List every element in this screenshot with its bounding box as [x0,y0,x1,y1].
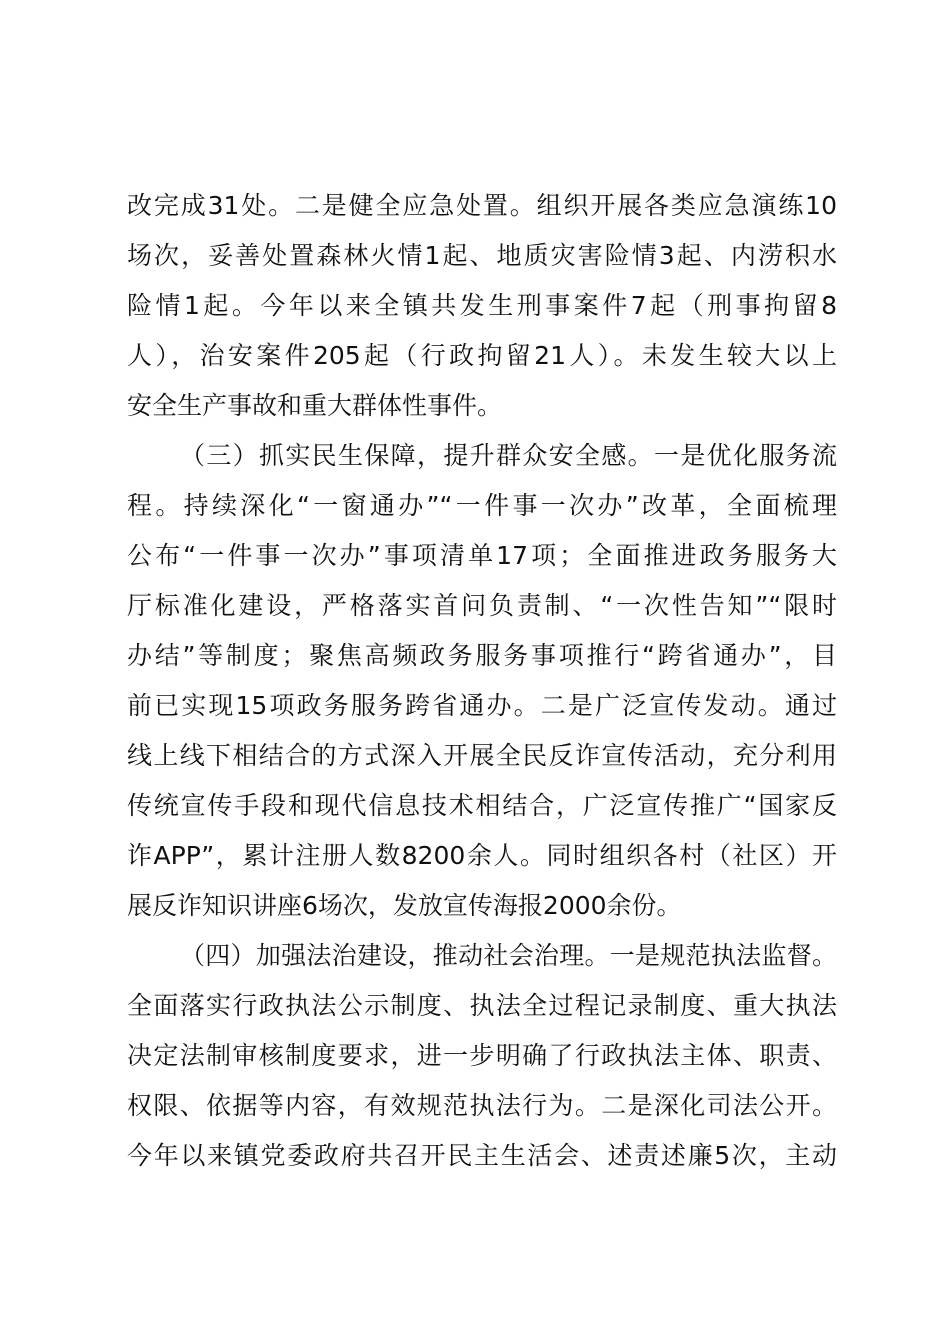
text-line: 今年以来镇党委政府共召开民主生活会、述责述廉5次，主动 [127,1141,837,1170]
paragraph-heading-line: （三）抓实民生保障，提升群众安全感。一是优化服务流 [180,441,837,470]
text-line: 改完成31处。二是健全应急处置。组织开展各类应急演练10 [127,191,837,220]
text-line: 场次，妥善处置森林火情1起、地质灾害险情3起、内涝积水 [127,241,837,270]
text-line: 公布“一件事一次办”事项清单17项；全面推进政务服务大 [127,541,837,570]
text-line: 险情1起。今年以来全镇共发生刑事案件7起（刑事拘留8 [127,291,837,320]
text-line: 全面落实行政执法公示制度、执法全过程记录制度、重大执法 [127,991,837,1020]
text-line: 决定法制审核制度要求，进一步明确了行政执法主体、职责、 [127,1041,837,1070]
text-line: 诈APP”，累计注册人数8200余人。同时组织各村（社区）开 [127,841,837,870]
text-line: 安全生产事故和重大群体性事件。 [127,391,503,420]
text-line: 人），治安案件205起（行政拘留21人）。未发生较大以上 [127,341,837,370]
text-line: 程。持续深化“一窗通办”“一件事一次办”改革，全面梳理 [127,491,837,520]
text-line: 前已实现15项政务服务跨省通办。二是广泛宣传发动。通过 [127,691,837,720]
text-line: 办结”等制度；聚焦高频政务服务事项推行“跨省通办”，目 [127,641,837,670]
text-line: 权限、依据等内容，有效规范执法行为。二是深化司法公开。 [127,1091,837,1120]
paragraph-heading-line: （四）加强法治建设，推动社会治理。一是规范执法监督。 [180,941,837,970]
text-line: 厅标准化建设，严格落实首问负责制、“一次性告知”“限时 [127,591,837,620]
text-line: 线上线下相结合的方式深入开展全民反诈宣传活动，充分利用 [127,741,837,770]
text-line: 传统宣传手段和现代信息技术相结合，广泛宣传推广“国家反 [127,791,837,820]
text-line: 展反诈知识讲座6场次，发放宣传海报2000余份。 [127,891,682,920]
